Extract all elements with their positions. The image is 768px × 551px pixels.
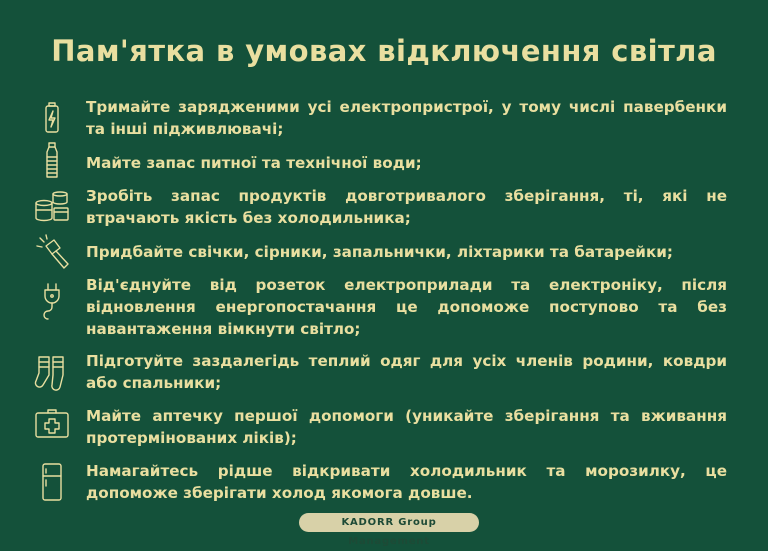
- battery-icon: [30, 98, 74, 138]
- item-text: Придбайте свічки, сірники, запальнички, ліхтарики та батарейки;: [86, 243, 673, 261]
- first-aid-kit-icon: [30, 405, 74, 445]
- item-text: Підготуйте заздалегідь теплий одяг для усіх членів родини, ковдри або спальники;: [86, 352, 727, 392]
- page-title: Пам'ятка в умовах відключення світла: [51, 34, 717, 68]
- canned-food-icon: [30, 186, 74, 226]
- item-text: Тримайте зарядженими усі електропристрої, у тому числі павербенки та інші підживлювачі;: [86, 98, 727, 138]
- item-text: Зробіть запас продуктів довготривалого зберігання, ті, які не втрачають якість без холодильника;: [86, 187, 727, 227]
- item-text: Майте аптечку першої допомоги (уникайте зберігання та вживання протермінованих ліків);: [86, 407, 727, 447]
- item-text: Від'єднуйте від розеток електроприлади та електроніку, після відновлення енергопостачання це допоможе поступово та без навантаження вімкнути світло;: [86, 276, 727, 338]
- refrigerator-icon: [30, 462, 74, 502]
- unplug-icon: [30, 280, 74, 320]
- item-text: Намагайтесь рідше відкривати холодильник та морозилку, це допоможе зберігати холод якомога довше.: [86, 462, 727, 502]
- item-text: Майте запас питної та технічної води;: [86, 154, 422, 172]
- footer-badge: KADORR Group Management: [299, 513, 479, 532]
- flashlight-icon: [30, 234, 74, 274]
- socks-icon: [30, 353, 74, 393]
- water-bottle-icon: [30, 141, 74, 181]
